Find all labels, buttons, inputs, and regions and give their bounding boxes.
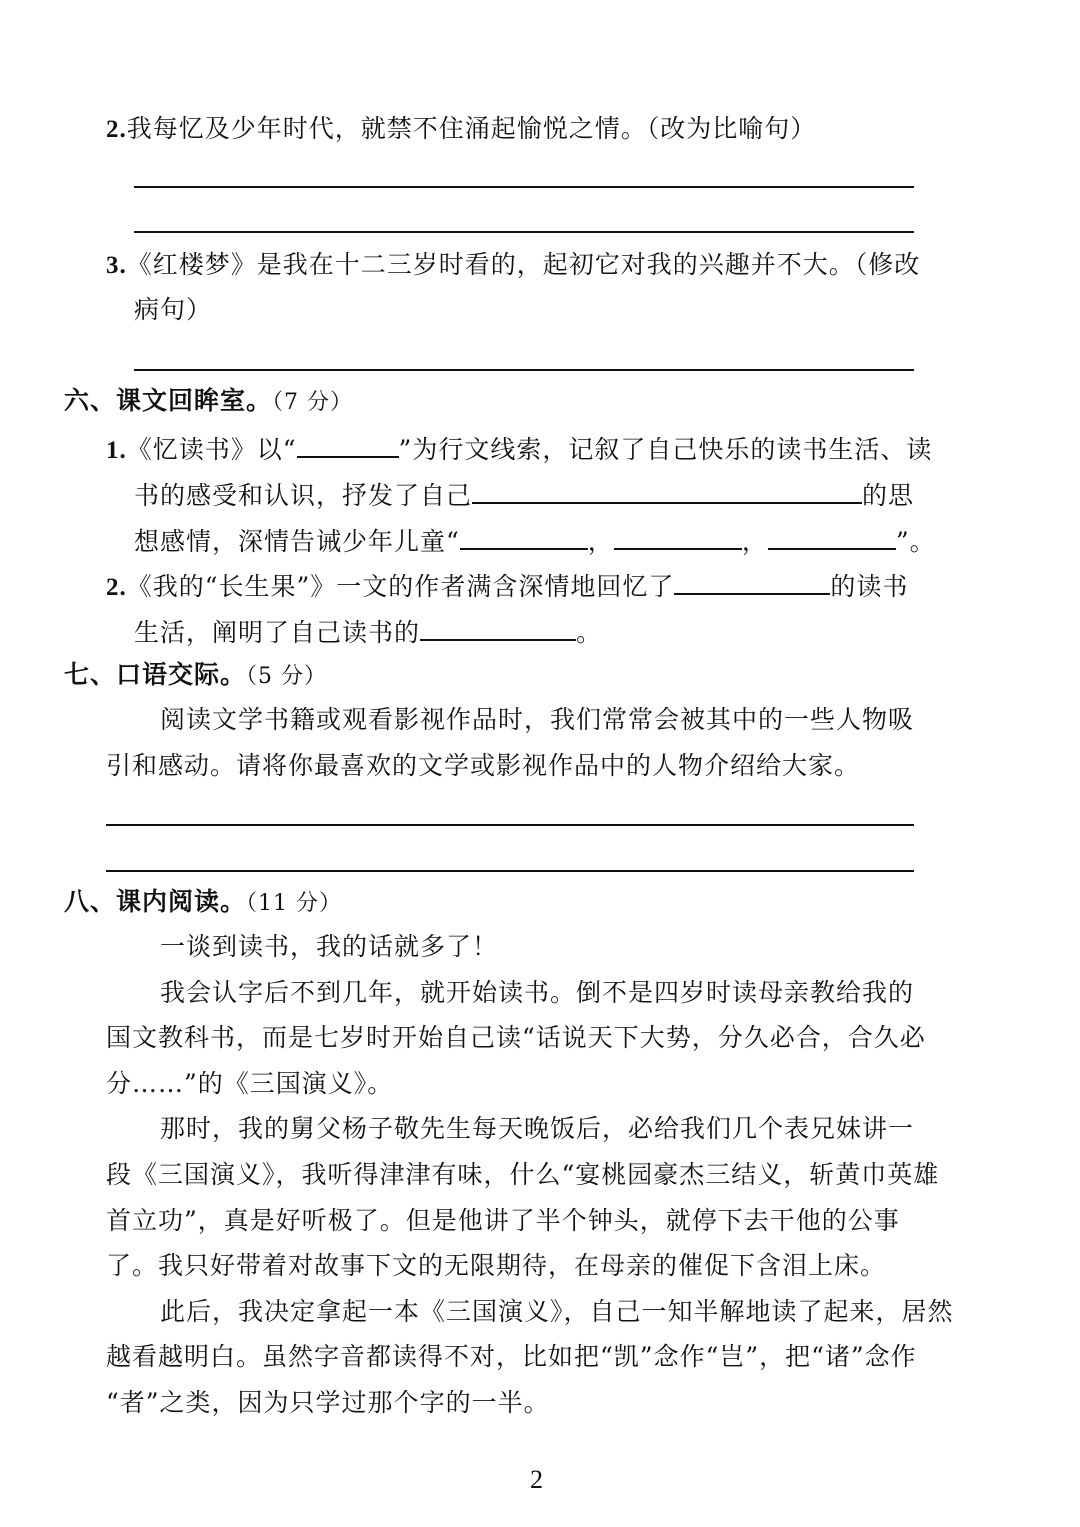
question-2-rewrite <box>106 116 816 142</box>
passage-line: 了。我只好带着对故事下文的无限期待，在母亲的催促下含泪上床。 <box>106 1251 887 1280</box>
section-8-heading <box>64 889 342 916</box>
section-title: 七、口语交际。 <box>64 660 247 689</box>
passage-line: “者”之类，因为只学过那个字的一半。 <box>106 1388 550 1417</box>
passage-line: 那时，我的舅父杨子敬先生每天晚饭后，必给我们几个表兄妹讲一 <box>160 1114 915 1143</box>
answer-line[interactable] <box>106 824 914 826</box>
passage-line: 首立功”，真是好听极了。但是他讲了半个钟头，就停下去干他的公事 <box>106 1206 900 1235</box>
answer-line[interactable] <box>106 870 914 872</box>
passage-line: 国文教科书，而是七岁时开始自己读“话说天下大势，分久必合，合久必 <box>106 1023 926 1052</box>
fill-blank[interactable] <box>614 526 742 550</box>
passage-line: 分……”的《三国演义》。 <box>106 1069 394 1098</box>
question-text-continued: 病句） <box>134 295 213 324</box>
fill-blank[interactable] <box>420 617 576 641</box>
passage-line: 越看越明白。虽然字音都读得不对，比如把“凯”念作“岂”，把“诸”念作 <box>106 1342 917 1371</box>
fill-blank[interactable] <box>674 571 830 595</box>
section-score: （5 分） <box>246 664 328 689</box>
s6-question-1-line2 <box>134 480 914 508</box>
question-text: ”为行文线索，记叙了自己快乐的读书生活、读 <box>398 435 933 464</box>
section-score: （7 分） <box>272 390 354 415</box>
fill-blank[interactable] <box>460 526 588 550</box>
section-6-heading <box>64 388 353 415</box>
fill-blank[interactable] <box>768 526 896 550</box>
section-score: （11 分） <box>246 891 343 916</box>
s6-question-1-line1 <box>106 434 932 463</box>
section-title: 八、课内阅读。 <box>64 887 247 916</box>
question-number: 2. <box>106 116 127 143</box>
fill-blank[interactable] <box>472 480 862 504</box>
answer-line[interactable] <box>134 231 914 233</box>
question-3-rewrite <box>106 252 920 278</box>
question-text: 的思 <box>862 481 915 510</box>
question-number: 3. <box>106 252 127 279</box>
answer-line[interactable] <box>134 369 914 371</box>
question-text: 生活，阐明了自己读书的 <box>134 618 421 647</box>
question-text: 的读书 <box>830 572 909 601</box>
answer-line[interactable] <box>134 186 914 188</box>
fill-blank[interactable] <box>297 434 399 458</box>
prompt-line-2: 引和感动。请将你最喜欢的文学或影视作品中的人物介绍给大家。 <box>106 751 861 780</box>
section-title: 六、课文回眸室。 <box>64 386 273 415</box>
question-text: ”。 <box>895 527 936 556</box>
prompt-line-1: 阅读文学书籍或观看影视作品时，我们常常会被其中的一些人物吸 <box>160 705 915 734</box>
question-number: 2. <box>106 574 127 601</box>
passage-paragraph-1: 一谈到读书，我的话就多了！ <box>160 932 499 961</box>
separator: ， <box>741 527 768 556</box>
passage-line: 段《三国演义》，我听得津津有味，什么“宴桃园豪杰三结义，斩黄巾英雄 <box>106 1160 940 1189</box>
s6-question-2-line2 <box>134 617 602 645</box>
passage-line: 此后，我决定拿起一本《三国演义》，自己一知半解地读了起来，居然 <box>160 1297 954 1326</box>
s6-question-2-line1 <box>106 571 908 600</box>
section-7-heading <box>64 662 327 689</box>
question-text: 我每忆及少年时代，就禁不住涌起愉悦之情。（改为比喻句） <box>126 114 817 143</box>
separator: ， <box>587 527 614 556</box>
page-number: 2 <box>530 1465 543 1494</box>
question-text: 。 <box>576 618 603 647</box>
question-text: 《红楼梦》是我在十二三岁时看的，起初它对我的兴趣并不大。（修改 <box>126 250 921 279</box>
passage-line: 我会认字后不到几年，就开始读书。倒不是四岁时读母亲教给我的 <box>160 978 915 1007</box>
question-text: 《我的“长生果”》一文的作者满含深情地回忆了 <box>126 572 675 601</box>
s6-question-1-line3 <box>134 526 936 554</box>
question-number: 1. <box>106 437 127 464</box>
question-text: 《忆读书》以“ <box>126 435 297 464</box>
question-text: 书的感受和认识，抒发了自己 <box>134 481 473 510</box>
question-text: 想感情，深情告诫少年儿童“ <box>134 527 460 556</box>
